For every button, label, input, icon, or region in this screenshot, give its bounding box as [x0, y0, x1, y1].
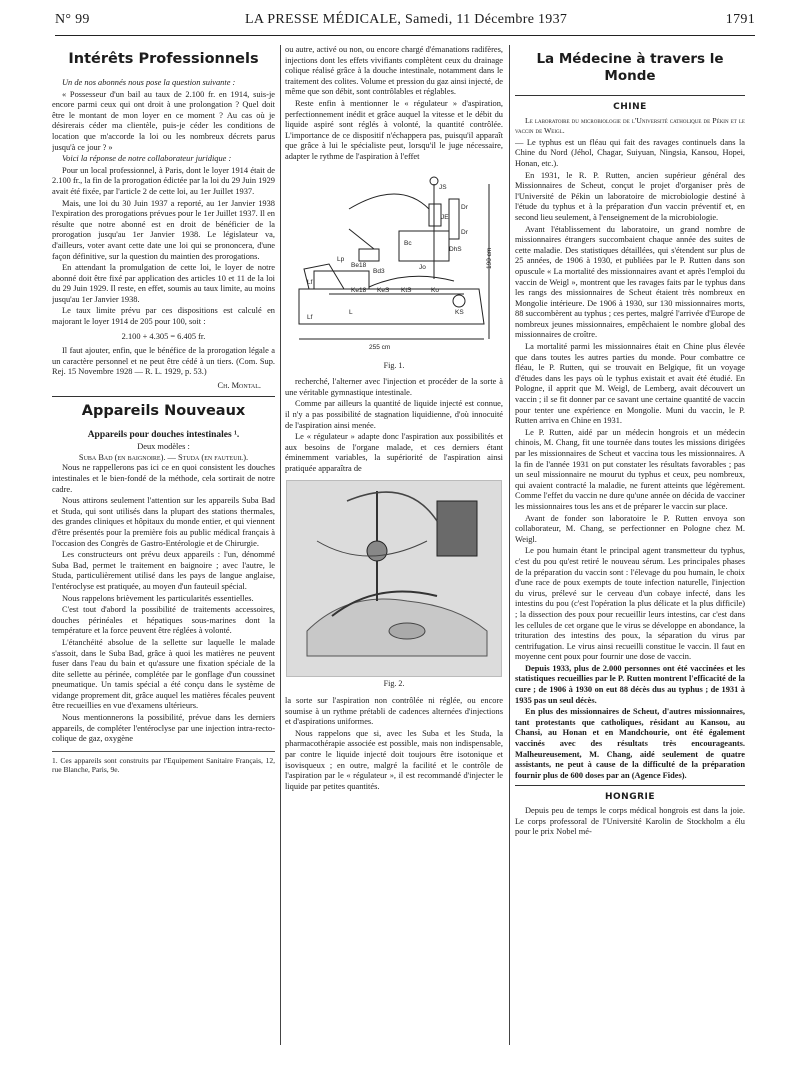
- fig1-label: Lf: [307, 313, 313, 321]
- article-paragraph: — Le typhus est un fléau qui fait des ravages continuels dans la Chine du Nord (Jéhol, Chagar, Suiyuan, Ningsia, Kansou, Hopei, Honan, etc.).: [515, 137, 745, 168]
- article-paragraph: Comme par ailleurs la quantité de liquide injecté est connue, il n'y a pas possibilité de stagnation liquidienne, d'où innocuité de l'aspiration ainsi menée.: [285, 399, 503, 430]
- formula: 2.100 + 4.305 = 6.405 fr.: [121, 331, 206, 341]
- article-paragraph: En 1931, le R. P. Rutten, ancien supérieur général des Missionnaires de Scheut, conçut le projet d'organiser près de l'Université de Pékin un laboratoire de microbiologie destiné à l'étude du typhus et à la préparation d'un vaccin préventif et, en second lieu seulement, à l'enseignement de la microbiologie.: [515, 170, 745, 222]
- fig1-label: KtS: [401, 286, 412, 294]
- journal-title: LA PRESSE MÉDICALE, Samedi, 11 Décembre 1937: [245, 12, 568, 27]
- article-subtitle: Appareils pour douches intestinales ¹.: [87, 429, 240, 440]
- article-paragraph: Depuis peu de temps le corps médical hongrois est dans la joie. Le corps professoral de l'Université Karolin de Stockholm a élu pour le prix Nobel mé-: [515, 806, 745, 837]
- footnote: 1. Ces appareils sont construits par l'Equipement Sanitaire Français, 12, rue Blanche, Paris, 9e.: [52, 751, 275, 775]
- modeles-line: Suba Bad (en baignoire). — Studa (en fauteuil).: [78, 452, 249, 462]
- fig1-label: KS: [455, 308, 464, 316]
- figure-2-illustration: [287, 481, 501, 676]
- header-rule: [55, 35, 755, 36]
- figure-1-diagram: [289, 169, 499, 359]
- fig1-label: Lf: [307, 278, 313, 286]
- section-title-medecine: La Médecine à travers le Monde: [536, 51, 724, 84]
- fig1-label: Bd3: [373, 267, 385, 275]
- answer-intro: Voici la réponse de notre collaborateur juridique :: [62, 154, 232, 164]
- article-paragraph: Nous rappelons que si, avec les Suba et les Studa, la pharmacothérapie associée est possible, mais non indispensable, par contre le liquide injecté doit toujours être isotonique et isovisqueux ; en outre, malgré la facilité et le contrôle de l'aspiration par le « régulateur », il est recommandé d'injecter le liquide par petites quantités.: [285, 728, 503, 791]
- fig1-label: Bc: [404, 239, 412, 247]
- fig1-label: Dr: [461, 203, 468, 211]
- article-paragraph: ou autre, activé ou non, ou encore chargé d'émanations radifères, injections dont les effets vivifiants complètent ceux du drainage colique réalisé grâce à la douche intestinale, notamment dans le traitement des colites. Volume et pression du gaz ainsi injecté, de même que son débit, sont contrôlables et réglables.: [285, 45, 503, 97]
- fig1-label: JS: [439, 183, 447, 191]
- column-1: [52, 45, 275, 1060]
- article-paragraph: Les constructeurs ont prévu deux appareils : l'un, dénommé Suba Bad, permet le traitement en baignoire ; avec l'autre, le Studa, particulièrement utilisé dans les pays de langue anglaise, l'entéroclyse est pratiquée, au moyen d'un fauteuil spécial.: [52, 550, 275, 591]
- column-rule-1: [280, 45, 281, 1045]
- article-paragraph: la sorte sur l'aspiration non contrôlée ni réglée, ou encore soumise à un rythme prétabli de cadences alternées d'injections et d'aspirations uniformes.: [285, 696, 503, 727]
- question-intro: Un de nos abonnés nous pose la question suivante :: [62, 78, 236, 87]
- fig1-label: 255 cm: [369, 343, 391, 351]
- answer-paragraph: Pour un local professionnel, à Paris, dont le loyer 1914 était de 2.100 fr., la fin de la prorogation édictée par la loi du 29 Juin 1929 avait été fixée, par l'article 2 de cette loi, au 1er Juillet 1937.: [52, 165, 275, 196]
- section-divider: [515, 95, 745, 96]
- fig1-label: 190 cm: [486, 247, 493, 269]
- fig1-label: Be18: [351, 261, 367, 269]
- fig1-label: Dr: [461, 228, 468, 236]
- section-divider: [515, 785, 745, 786]
- fig1-label: Lp: [337, 255, 345, 263]
- answer-paragraph: Le taux limite prévu par ces dispositions est calculé en majorant le loyer 1914 de 205 pour 100, soit :: [52, 306, 275, 327]
- deux-modeles: Deux modèles :: [137, 442, 190, 452]
- page-number: 1791: [725, 12, 755, 27]
- article-paragraph: Nous mentionnerons la possibilité, prévue dans les derniers appareils, de compléter l'entéroclyse par une injection intra-recto-colique de gaz, oxygène: [52, 713, 275, 744]
- question-text: « Possesseur d'un bail au taux de 2.100 fr. en 1914, suis-je encore parmi ceux qui ont droit à une prolongation ? Quel doit être le montant de mon loyer en ce moment ? Au cas où je désirerais céder ma clientèle, puis-je céder les conditions de location que m'accorde la loi ou les nombreux décrets parus jusqu'à ce jour ? »: [52, 89, 275, 152]
- page-header: [55, 12, 755, 32]
- fig1-label: Ko: [431, 286, 439, 294]
- answer-paragraph: Mais, une loi du 30 Juin 1937 a reporté, au 1er Janvier 1938 l'expiration des prorogations prévues pour le 1er Juillet 1937. Il en résulte que notre abonné est en droit de bénéficier de la prorogation jusqu'au 1er Janvier 1938. Le législateur va, d'ailleurs, voter avant cette date une loi qui se prononcera, d'une façon définitive, sur la question du maintien des prorogations.: [52, 198, 275, 261]
- article-paragraph: Depuis 1933, plus de 2.000 personnes ont été vaccinées et les statistiques recueillies par le P. Rutten montrent l'efficacité de la cure ; de 1906 à 1930 on eut 88 décès dus au typhus ; de 1931 à 1935 pas un seul décès.: [515, 663, 745, 705]
- column-rule-2: [509, 45, 510, 1045]
- fig1-label: Jo: [419, 263, 426, 271]
- article-paragraph: recherché, l'alterner avec l'injection et procéder de la sorte à une véritable gymnastique intestinale.: [285, 377, 503, 397]
- article-paragraph: Le « régulateur » adapte donc l'aspiration aux possibilités et aux besoins de l'organe malade, et ces derniers étant éminemment variables, la supériorité de l'aspiration ainsi pratiquée apparaîtra de: [285, 432, 503, 473]
- fig1-label: JE: [441, 213, 449, 221]
- section-title-appareils: Appareils Nouveaux: [81, 402, 246, 419]
- article-paragraph: Le pou humain étant le principal agent transmetteur du typhus, c'est du pou qu'est retiré le nouveau sérum. Les principales phases de la préparation du vaccin sont : l'élevage du pou humain, le choix d'une race de poux exempts de toute infection naturelle, l'injection du virus, prélevé sur le cerveau d'un cobaye infecté, dans les intestins du pou (c'est l'opération la plus délicate et la plus difficile) ; la dissection des poux pour recueillir leurs intestins, car c'est dans les cellules de cet organe que le virus se développe en abondance, la trituration des intestins des poux, la séparation du virus par centrifugation. Le virus ainsi recueilli constitue le vaccin. Il faut en moyenne cent poux pour fournir une dose de vaccin.: [515, 546, 745, 662]
- figure-2-caption: Fig. 2.: [383, 679, 405, 689]
- figure-1-caption: Fig. 1.: [383, 360, 405, 370]
- article-paragraph: C'est tout d'abord la possibilité de traitements accessoires, douches périnéales et hépatiques sous-marines dont la température et la force peuvent être réglées à volonté.: [52, 605, 275, 636]
- article-paragraph: Avant l'établissement du laboratoire, un grand nombre de missionnaires étrangers succombaient chaque année des suites de cette maladie. Des statistiques détaillées, qui s'étendent sur plus de 25 années, de 1906 à 1930, et publiées par le P. Rutten dans son opuscule « La mortalité des missionnaires avant et après l'emploi du vaccin de Weigl », montrent que les ravages faits par le typhus dans les rangs des missionnaires de Scheut étaient très nombreux en Mongolie intérieure. De 1906 à 1930, sur 130 missionnaires morts, 88 succombèrent au typhus ; ces pertes, malgré l'arrivée d'Europe de nombreux jeunes missionnaires, empêchaient le nombre global des missionnaires de croître.: [515, 224, 745, 340]
- column-2: [285, 45, 503, 1060]
- article-paragraph: L'étanchéité absolue de la sellette sur laquelle le malade s'assoit, dans le Suba Bad, grâce à quoi les matières ne peuvent fuser dans l'eau du bain et qu'assure une fixation spéciale de la dite sellette au périnée, complétée par le gonflage d'un coussinet pneumatique. Un tamis spécial a été conçu dans le système de vidange proprement dit, grâce auquel les matières fécales peuvent être recueillies en vue d'examens ultérieurs.: [52, 637, 275, 711]
- article-lead: Le laboratoire du microbiologie de l'Université catholique de Pékin et le vaccin de Weigl.: [515, 115, 745, 136]
- column-3: [515, 45, 745, 1060]
- country-heading-hongrie: HONGRIE: [604, 792, 656, 803]
- article-paragraph: Le P. Rutten, aidé par un médecin hongrois et un médecin chinois, M. Chang, fit une tournée dans toutes les missions dirigées par les missionnaires de Scheut et vaccina tous les missionnaires. A la fin de l'année 1931 on put constater les résultats favorables ; pas un seul missionnaire ne mourut du typhus et ceux, peu nombreux, qui avaient contracté la maladie, ne furent atteints que légèrement. Comme l'effet du vaccin ne dure qu'une année on décida de vacciner les missionnaires tous les ans et de préparer le vaccin sur place.: [515, 427, 745, 511]
- article-paragraph: La mortalité parmi les missionnaires était en Chine plus élevée que dans toutes les autres parties du monde. Pour combattre ce fléau, le P. Rutten, qui se trouvait en Belgique, fit un voyage d'études dans les pays où le typhus existait et avait été étudié. En Pologne, il apprit que M. Weigl, de Lemberg, avait découvert un vaccin ; il se fit donner par ce savant une certaine quantité de vaccin pour tenter une expérience en Mongolie. Muni du vaccin, le P. Rutten arriva en Chine en 1931.: [515, 342, 745, 426]
- article-paragraph: Reste enfin à mentionner le « régulateur » d'aspiration, perfectionnement inédit et grâce auquel la vitesse et le débit du liquide aspiré sont réglés à volonté, la quantité contrôlée. L'importance de ce dispositif n'échappera pas, puisqu'il apparaît que grâce à lui le spécialiste peut, lorsqu'il le juge nécessaire, adapter le rythme de l'aspiration à l'effet: [285, 98, 503, 161]
- answer-paragraph: En attendant la promulgation de cette loi, le loyer de notre abonné doit être fixé par application des articles 10 et 11 de la loi du 29 Juin 1929. Il reste, en effet, soumis au taux limite, au moins jusqu'au 1er Janvier 1938.: [52, 263, 275, 304]
- article-paragraph: Nous ne rappellerons pas ici ce en quoi consistent les douches intestinales et le bien-fondé de la méthode, cela sortirait de notre cadre.: [52, 463, 275, 494]
- country-heading-chine: CHINE: [613, 102, 647, 112]
- article-paragraph: Avant de fonder son laboratoire le P. Rutten envoya son collaborateur, M. Chang, se perfectionner en Pologne chez M. Weigl.: [515, 513, 745, 544]
- article-paragraph: Nous rappelons brièvement les particularités essentielles.: [62, 593, 254, 603]
- signature: Ch. Montal.: [217, 381, 261, 391]
- article-paragraph: En plus des missionnaires de Scheut, d'autres missionnaires, tant protestants que catholiques, résidant au Kansou, au Chansi, au Honan et en Mandchourie, ont été également vaccinés avec des résultats très encourageants. Malheureusement, M. Chang, aidé seulement de quatre assistants, ne peut à cause de la difficulté de la préparation fournir plus de 600 doses par an (Agence Fides).: [515, 707, 745, 780]
- fig1-label: Ke18: [351, 286, 367, 294]
- figure-2-photo: [286, 480, 502, 677]
- section-title-interets: Intérêts Professionnels: [68, 51, 259, 67]
- fig1-label: KeS: [377, 286, 390, 294]
- fig1-label: L: [349, 308, 353, 316]
- issue-number: N° 99: [55, 12, 90, 27]
- fig1-label: DhS: [449, 245, 462, 253]
- answer-paragraph: Il faut ajouter, enfin, que le bénéfice de la prorogation légale a un caractère personnel et ne peut être cédé à un tiers. (Com. Sup. Rej. 15 Novembre 1928 — R. L. 1929, p. 53.): [52, 346, 275, 377]
- section-divider: [52, 396, 275, 397]
- article-paragraph: Nous attirons seulement l'attention sur les appareils Suba Bad et Studa, qui sont utilisés dans la plupart des stations thermales, des grandes cliniques et hôpitaux du monde entier, et qui viennent d'être présentés pour la première fois au public médical français à l'occasion des Congrès de Gastro-Entérologie et de Chirurgie.: [52, 496, 275, 548]
